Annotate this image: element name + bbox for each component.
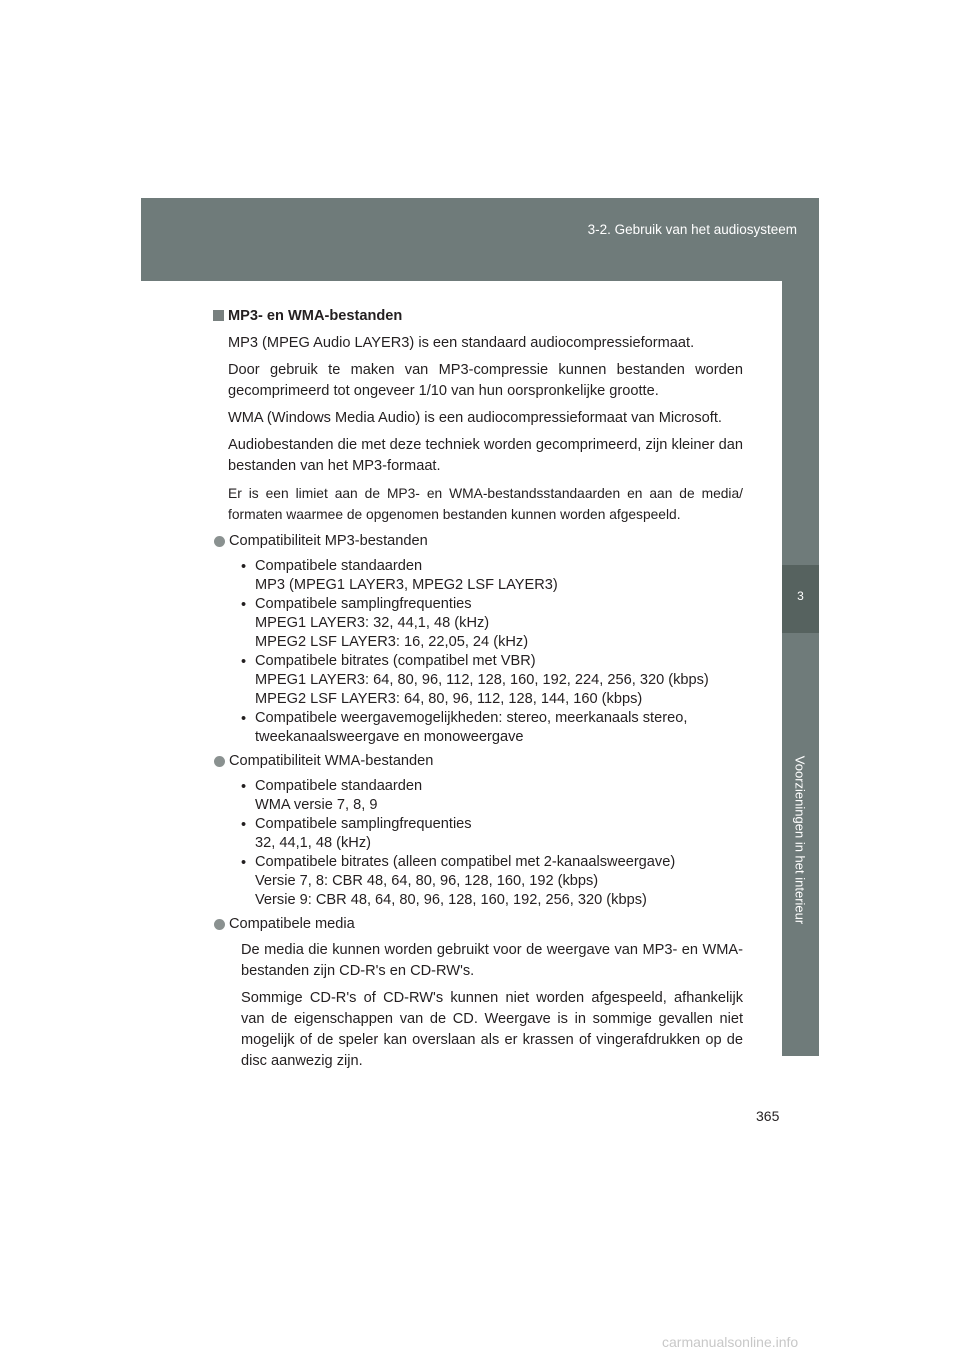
- subheading-text: Compatibele media: [229, 916, 355, 932]
- side-tab: [782, 281, 819, 1056]
- bullet: •: [241, 817, 247, 833]
- list-item-line: MPEG2 LSF LAYER3: 64, 80, 96, 112, 128, 144, 160 (kbps): [255, 691, 643, 707]
- chapter-title-vertical: Voorzieningen in het interieur: [792, 755, 808, 925]
- list-item-line: Versie 7, 8: CBR 48, 64, 80, 96, 128, 160, 192 (kbps): [255, 873, 599, 889]
- list-item: [241, 652, 743, 709]
- mp3-list: [241, 557, 743, 747]
- bullet: •: [241, 779, 247, 795]
- list-item: [241, 777, 743, 815]
- circle-bullet-icon: [214, 756, 225, 767]
- chapter-number: 3: [797, 589, 804, 603]
- list-item-line: MP3 (MPEG1 LAYER3, MPEG2 LSF LAYER3): [255, 577, 558, 593]
- list-item: [241, 595, 743, 652]
- list-item-line: 32, 44,1, 48 (kHz): [255, 835, 371, 851]
- page-number: 365: [756, 1108, 780, 1124]
- paragraph: Sommige CD-R's of CD-RW's kunnen niet worden afgespeeld, afhankelijk van de eigenschappen van de CD. Weergave is in sommige gevallen niet mogelijk of de speler kan overslaan als er krassen of vingerafdrukken op de disc aanwezig zijn.: [241, 990, 743, 1069]
- subheading-text: Compatibiliteit WMA-bestanden: [229, 753, 434, 769]
- wma-list: [241, 777, 743, 910]
- list-item-line: MPEG1 LAYER3: 64, 80, 96, 112, 128, 160, 192, 224, 256, 320 (kbps): [255, 672, 709, 688]
- side-tab-chapter-marker: [782, 565, 819, 633]
- list-item-line: Compatibele bitrates (alleen compatibel met 2-kanaalsweergave): [255, 854, 676, 870]
- circle-bullet-icon: [214, 536, 225, 547]
- list-item-line: Compatibele standaarden: [255, 778, 423, 794]
- paragraph: De media die kunnen worden gebruikt voor de weergave van MP3- en WMA-bestanden zijn CD-R's en CD-RW's.: [241, 942, 743, 979]
- paragraph: Er is een limiet aan de MP3- en WMA-bestandsstandaarden en aan de media/ formaten waarmee de opgenomen bestanden kunnen worden afgespeeld.: [228, 486, 743, 522]
- bullet: •: [241, 855, 247, 871]
- bullet: •: [241, 654, 247, 670]
- section-heading: [213, 306, 743, 327]
- page-content: [213, 306, 743, 1078]
- header-band: [141, 198, 819, 281]
- list-item-line: Compatibele standaarden: [255, 558, 423, 574]
- subheading-text: Compatibiliteit MP3-bestanden: [229, 533, 428, 549]
- chapter-section-title: 3-2. Gebruik van het audiosysteem: [587, 222, 797, 237]
- list-item-line: Versie 9: CBR 48, 64, 80, 96, 128, 160, 192, 256, 320 (kbps): [255, 892, 647, 908]
- paragraph: Audiobestanden die met deze techniek worden gecomprimeerd, zijn kleiner dan bestanden van het MP3-formaat.: [228, 437, 743, 474]
- square-bullet-icon: [213, 310, 224, 321]
- bullet: •: [241, 559, 247, 575]
- subheading-wma: [213, 751, 743, 772]
- circle-bullet-icon: [214, 919, 225, 930]
- list-item: [241, 557, 743, 595]
- list-item: [241, 853, 743, 910]
- subheading-mp3: [213, 531, 743, 552]
- section-title-text: MP3- en WMA-bestanden: [228, 308, 403, 324]
- bullet: •: [241, 597, 247, 613]
- list-item-line: MPEG2 LSF LAYER3: 16, 22,05, 24 (kHz): [255, 634, 529, 650]
- watermark: carmanualsonline.info: [662, 1334, 799, 1350]
- list-item: [241, 815, 743, 853]
- list-item-line: Compatibele weergavemogelijkheden: stereo, meerkanaals stereo,: [255, 710, 688, 726]
- paragraph: Door gebruik te maken van MP3-compressie kunnen bestanden worden gecomprimeerd tot ongeveer 1/10 van hun oorspronkelijke grootte.: [228, 362, 743, 399]
- list-item-line: WMA versie 7, 8, 9: [255, 797, 378, 813]
- list-item-line: Compatibele samplingfrequenties: [255, 596, 472, 612]
- list-item: [241, 709, 743, 747]
- paragraph: WMA (Windows Media Audio) is een audiocompressieformaat van Microsoft.: [228, 410, 722, 426]
- bullet: •: [241, 711, 247, 727]
- list-item-line: tweekanaalsweergave en monoweergave: [255, 729, 524, 745]
- subheading-media: [213, 914, 743, 935]
- paragraph: MP3 (MPEG Audio LAYER3) is een standaard audiocompressieformaat.: [228, 335, 695, 351]
- list-item-line: Compatibele bitrates (compatibel met VBR): [255, 653, 536, 669]
- list-item-line: MPEG1 LAYER3: 32, 44,1, 48 (kHz): [255, 615, 490, 631]
- list-item-line: Compatibele samplingfrequenties: [255, 816, 472, 832]
